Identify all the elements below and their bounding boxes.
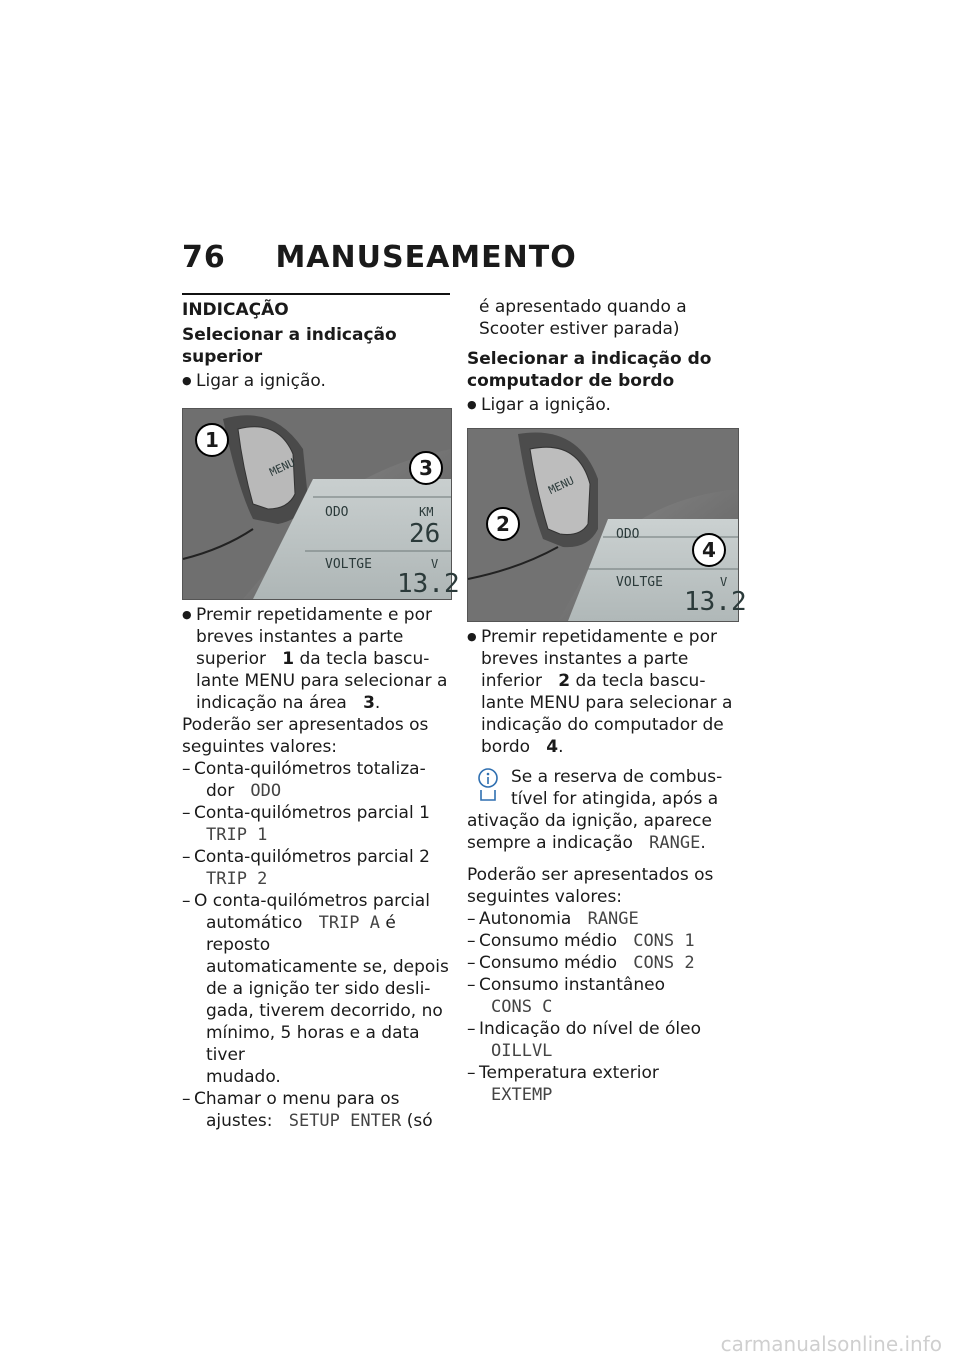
left-step1: ● Ligar a ignição. (182, 370, 452, 392)
lcd-v-label: V (720, 575, 728, 589)
lcd-odo-label: ODO (325, 505, 349, 520)
step2-line5 (196, 692, 454, 714)
item-text: Autonomia (479, 909, 572, 929)
display-code: CONS 2 (633, 953, 695, 973)
step2-text: superior (196, 649, 266, 669)
right-column-bottom (467, 626, 747, 1106)
ref-3: 3 (363, 693, 375, 713)
dash: – (467, 953, 476, 973)
lcd-v-label: V (431, 557, 439, 571)
left-column-bottom (182, 604, 454, 1132)
right-step2 (467, 626, 747, 758)
ref-1: 1 (282, 649, 295, 669)
lcd-odo-value: 26 (409, 519, 441, 549)
left-step2 (182, 604, 454, 714)
dash: – (467, 909, 476, 929)
item-text: Consumo médio (479, 931, 617, 951)
menu-key-label: MENU (267, 456, 298, 479)
dash: – (182, 1089, 191, 1109)
lcd-voltage-value: 13.2 (684, 587, 747, 617)
item-text: gada, tiverem decorrido, no (206, 1001, 443, 1021)
continuation-line2: Scooter estiver parada) (479, 319, 680, 339)
dash: – (467, 975, 476, 995)
step2-text: inferior (481, 671, 543, 691)
item-text: automático (206, 913, 303, 933)
list-item (182, 758, 454, 802)
step2-text: da tecla bascu- (575, 671, 706, 691)
display-code: SETUP ENTER (288, 1111, 402, 1131)
step2-text: . (558, 737, 564, 757)
display-code: RANGE (649, 833, 701, 853)
right-heading-line1: Selecionar a indicação do (467, 349, 712, 369)
display-code: CONS C (491, 997, 553, 1017)
callout-2: 2 (486, 507, 520, 541)
page-number: 76 (182, 240, 226, 275)
step2-line1: ● Premir repetidamente e por (481, 627, 717, 647)
dash: – (182, 847, 191, 867)
section-title: INDICAÇÃO (182, 300, 289, 320)
item-line2 (194, 912, 454, 956)
right-column-top (467, 296, 747, 416)
item-line2 (194, 780, 454, 802)
display-code: RANGE (587, 909, 639, 929)
dash: – (467, 931, 476, 951)
item-text: Consumo instantâneo (479, 975, 665, 995)
lcd-voltge-label: VOLTGE (616, 575, 663, 590)
display-code: OILLVL (491, 1041, 553, 1061)
lcd-voltage-value: 13.2 (397, 569, 460, 599)
right-step1: ● Ligar a ignição. (467, 394, 747, 416)
right-intro-line2: seguintes valores: (467, 887, 623, 907)
note-line3: ativação da ignição, aparece (467, 811, 712, 831)
callout-1: 1 (195, 423, 229, 457)
continuation-line1: é apresentado quando a (479, 297, 687, 317)
step2-line4: lante MENU para selecionar a (196, 671, 448, 691)
dash: – (182, 759, 191, 779)
item-text: mudado. (206, 1067, 281, 1087)
dash: – (182, 891, 191, 911)
right-heading-line2: computador de bordo (467, 371, 675, 391)
step2-line5: indicação do computador de (481, 715, 724, 735)
item-text: Indicação do nível de óleo (479, 1019, 702, 1039)
left-heading: Selecionar a indicação superior (182, 325, 397, 367)
step2-text: . (374, 693, 381, 713)
lcd-voltge-label: VOLTGE (325, 557, 372, 572)
note-text: sempre a indicação (467, 833, 633, 853)
item-text: mínimo, 5 horas e a data tiver (206, 1023, 420, 1065)
dash: – (467, 1063, 476, 1083)
page-header (182, 240, 577, 275)
step2-text: da tecla bascu- (299, 649, 430, 669)
left-column-top (182, 324, 452, 392)
item-text: Consumo médio (479, 953, 617, 973)
left-intro-line1: Poderão ser apresentados os (182, 715, 429, 735)
item-text: (só (406, 1111, 433, 1131)
watermark: carmanualsonline.info (720, 1332, 942, 1356)
menu-key-label: MENU (546, 474, 577, 497)
display-code: EXTEMP (491, 1085, 553, 1105)
section-rule (182, 293, 450, 295)
step2-line4: lante MENU para selecionar a (481, 693, 733, 713)
info-icon (475, 768, 501, 802)
lcd-km-label: KM (419, 505, 434, 519)
figure-lower-display (467, 428, 747, 622)
item-line2 (194, 1110, 454, 1132)
list-item (182, 1088, 454, 1132)
dash: – (467, 1019, 476, 1039)
item-text: Conta-quilómetros totaliza- (194, 759, 426, 779)
chapter-title: MANUSEAMENTO (275, 240, 577, 275)
left-intro-line2: seguintes valores: (182, 737, 338, 757)
item-text: é reposto (206, 913, 396, 955)
step2-line1: ● Premir repetidamente e por (196, 605, 432, 625)
note-text: . (700, 833, 706, 853)
list-item (467, 974, 747, 1018)
list-item (467, 952, 747, 974)
step2-text: indicação na área (196, 693, 347, 713)
note-line4 (467, 832, 747, 854)
right-intro-line1: Poderão ser apresentados os (467, 865, 714, 885)
item-text: Conta-quilómetros parcial 2 (194, 847, 430, 867)
lcd-odo-label: ODO (616, 527, 640, 542)
note-line1: Se a reserva de combus- (511, 767, 723, 787)
item-text: Chamar o menu para os (194, 1089, 400, 1109)
list-item (467, 908, 747, 930)
display-code: TRIP 1 (206, 825, 268, 845)
list-item (182, 846, 454, 890)
list-item (182, 802, 454, 846)
list-item (182, 890, 454, 1088)
step2-line3 (196, 648, 454, 670)
item-text: ajustes: (206, 1111, 273, 1131)
note-line2: tível for atingida, após a (511, 789, 719, 809)
item-text: dor (206, 781, 235, 801)
callout-4: 4 (692, 533, 726, 567)
ref-4: 4 (546, 737, 559, 757)
display-code: CONS 1 (633, 931, 695, 951)
display-code: TRIP A (318, 913, 381, 933)
callout-3: 3 (409, 451, 443, 485)
step2-line2: breves instantes a parte (196, 627, 404, 647)
ref-2: 2 (558, 671, 571, 691)
display-code: ODO (250, 781, 282, 801)
display-code: TRIP 2 (206, 869, 268, 889)
item-text: O conta-quilómetros parcial (194, 891, 430, 911)
item-text: de a ignição ter sido desli- (206, 979, 431, 999)
item-text: Conta-quilómetros parcial 1 (194, 803, 430, 823)
item-text: automaticamente se, depois (206, 957, 449, 977)
list-item (467, 930, 747, 952)
step2-line2: breves instantes a parte (481, 649, 689, 669)
step2-line3 (481, 670, 747, 692)
info-note (467, 766, 747, 854)
step2-text: bordo (481, 737, 531, 757)
item-text: Temperatura exterior (479, 1063, 659, 1083)
list-item (467, 1062, 747, 1106)
list-item (467, 1018, 747, 1062)
step2-line6 (481, 736, 747, 758)
dash: – (182, 803, 191, 823)
figure-upper-display (182, 408, 460, 600)
